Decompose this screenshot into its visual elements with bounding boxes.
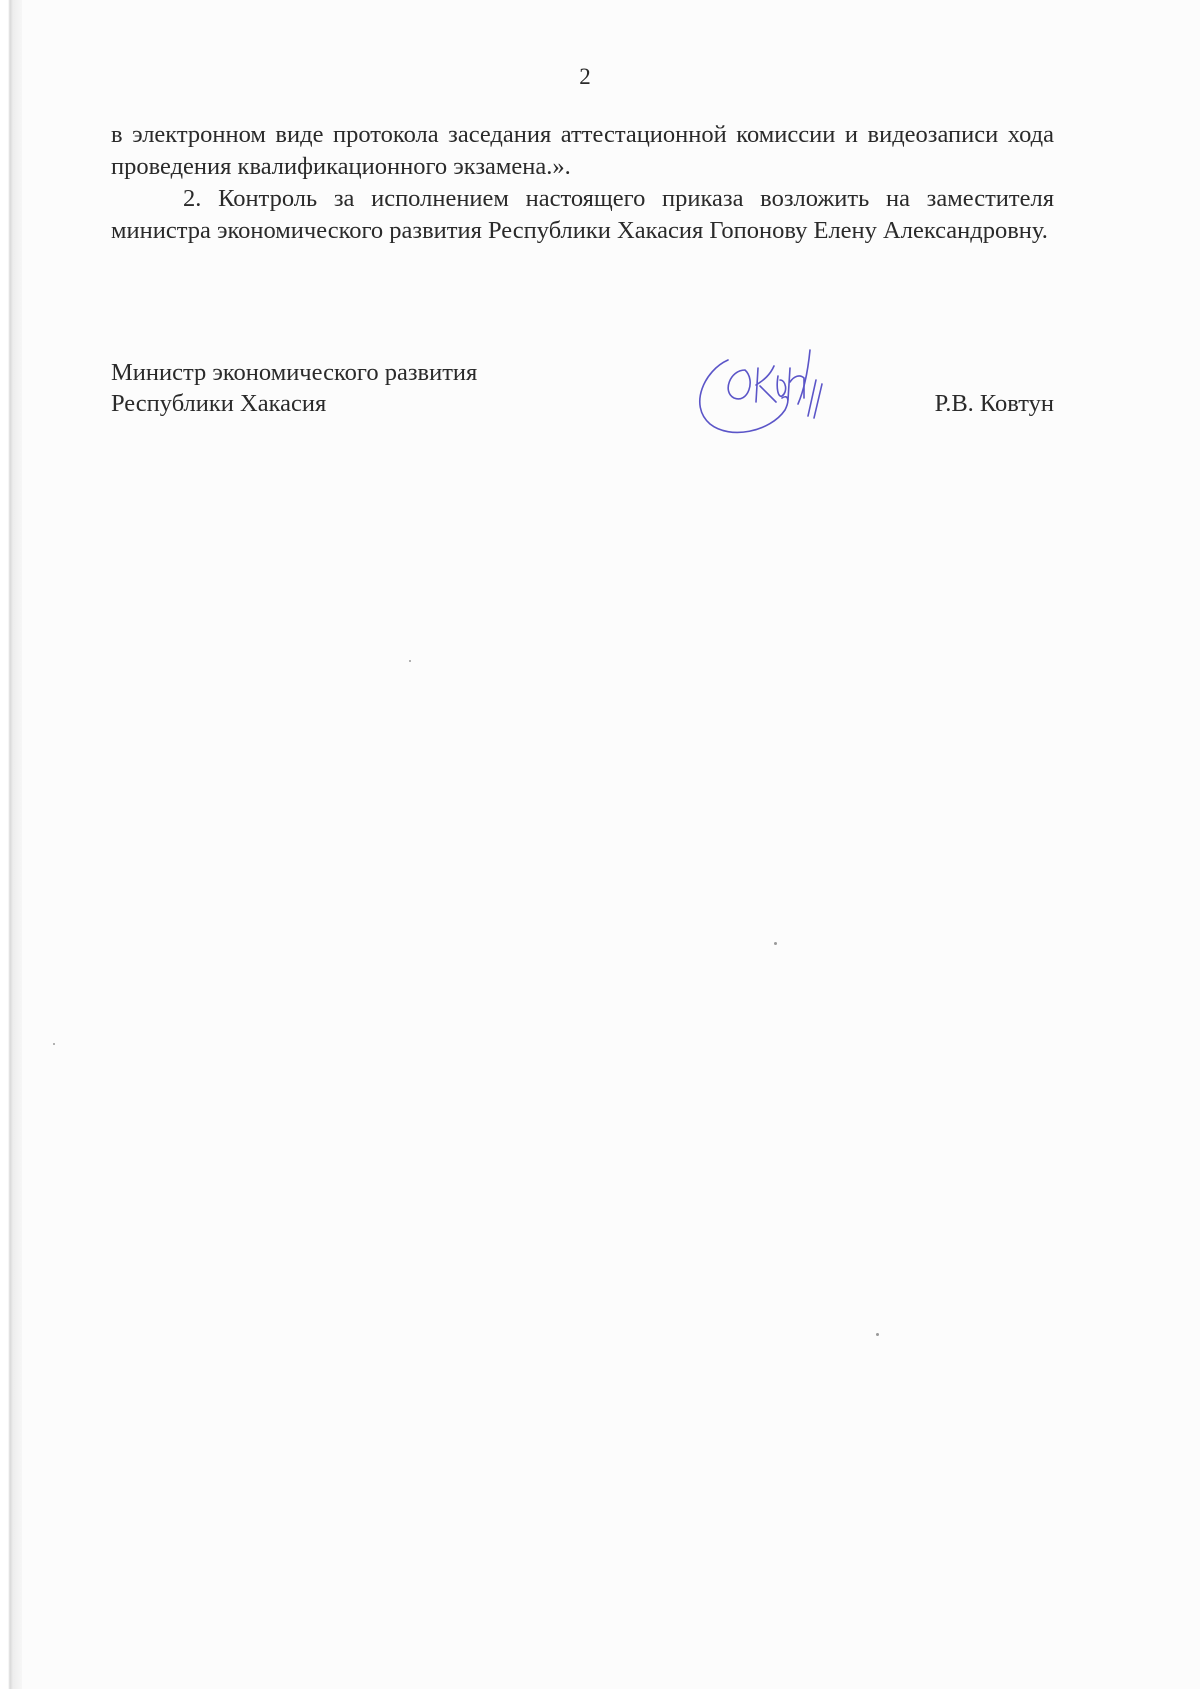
signature-block	[111, 357, 1054, 447]
paragraph-2: 2. Контроль за исполнением настоящего приказа возложить на заместителя министра экономического развития Республики Хакасия Гопонову Елену Александровну.	[111, 185, 1054, 244]
scan-bottom-edge	[0, 1689, 1200, 1697]
scan-speck	[53, 1043, 55, 1045]
body-text	[111, 119, 1054, 247]
scan-speck	[774, 942, 777, 945]
scan-speck	[876, 1333, 879, 1336]
signer-position-line-2: Республики Хакасия	[111, 390, 327, 417]
paragraph-continuation: в электронном виде протокола заседания аттестационной комиссии и видеозаписи хода проведения квалификационного экзамена.».	[111, 121, 1054, 180]
scan-speck	[409, 660, 411, 662]
scan-edge-shadow	[0, 0, 22, 1697]
signer-name: Р.В. Ковтун	[934, 390, 1054, 417]
signer-position-line-1: Министр экономического развития	[111, 359, 478, 386]
handwritten-signature	[690, 340, 840, 440]
page-number: 2	[579, 64, 591, 89]
